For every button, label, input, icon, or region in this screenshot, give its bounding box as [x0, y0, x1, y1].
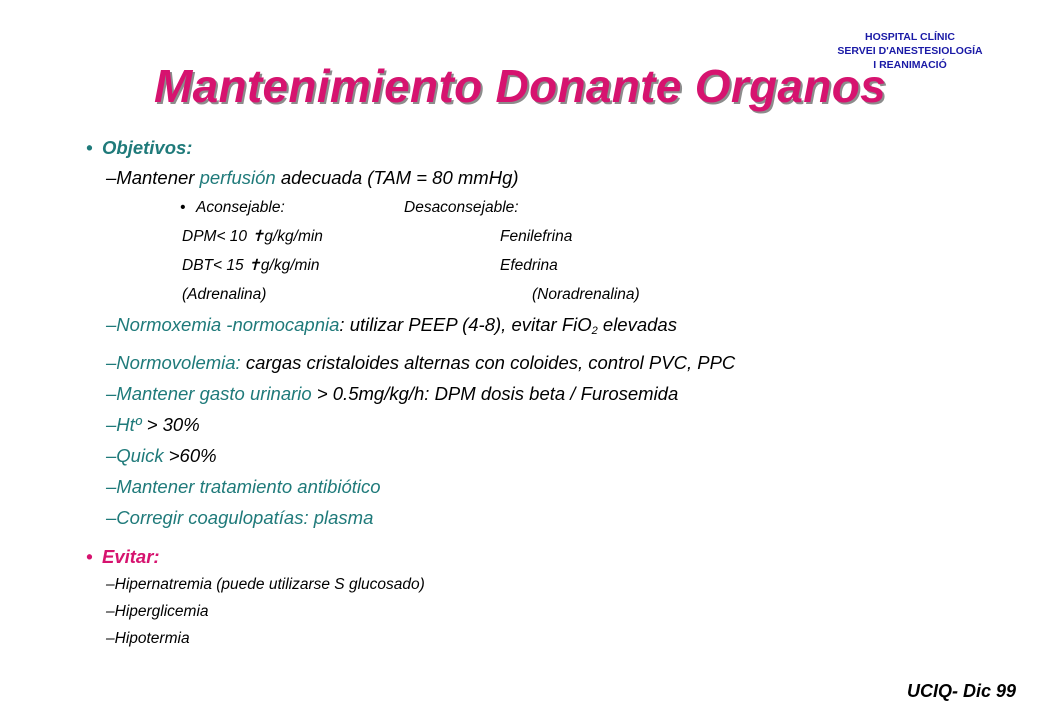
- spacer: [86, 533, 735, 543]
- hospital-name: HOSPITAL CLÍNIC: [864, 31, 956, 43]
- dash: –: [106, 507, 117, 528]
- item-perfusion: [86, 162, 735, 193]
- aconsejable-label: Aconsejable:: [196, 199, 285, 216]
- desaconsejable-label: Desaconsejable:: [404, 199, 519, 216]
- drug-right: (Noradrenalina): [532, 286, 640, 303]
- dash: –: [106, 445, 117, 466]
- bullet-icon: •: [86, 546, 93, 567]
- evitar-heading: [86, 543, 735, 571]
- gasto-highlight: Mantener gasto urinario: [116, 383, 312, 404]
- evitar-item: –Hipotermia: [106, 630, 190, 647]
- hospital-department: SERVEI D'ANESTESIOLOGÍA: [837, 45, 983, 57]
- footer-label: UCIQ- Dic 99: [906, 681, 1016, 701]
- objetivos-heading: [86, 134, 735, 162]
- hto-highlight: Htº: [116, 414, 142, 435]
- drug-header-row: [86, 193, 735, 222]
- item-normovolemia: [86, 347, 735, 378]
- objetivos-label: Objetivos:: [102, 137, 193, 158]
- evitar-item: –Hiperglicemia: [106, 603, 209, 620]
- hto-post: > 30%: [141, 414, 200, 435]
- slide-title: Mantenimiento Donante Organos: [154, 60, 886, 112]
- item-antibiotico: [86, 471, 735, 502]
- normovolemia-highlight: Normovolemia:: [116, 352, 241, 373]
- evitar-label: Evitar:: [102, 546, 160, 567]
- dash: –: [106, 352, 117, 373]
- normoxemia-post: : utilizar PEEP (4-8), evitar FiO: [339, 314, 592, 335]
- drug-left: DBT< 15 ✝g/kg/min: [182, 257, 320, 274]
- fio2-subscript: 2: [591, 325, 598, 337]
- dash: –: [106, 167, 117, 188]
- slide-content: [86, 134, 735, 652]
- drug-left: (Adrenalina): [182, 286, 267, 303]
- normoxemia-highlight: Normoxemia -normocapnia: [116, 314, 340, 335]
- dash: –: [106, 476, 117, 497]
- coagulo-post: plasma: [308, 507, 374, 528]
- dash: –: [106, 383, 117, 404]
- bullet-icon: •: [86, 137, 93, 158]
- normovolemia-post: cargas cristaloides alternas con coloides, control PVC, PPC: [240, 352, 736, 373]
- dash: –: [106, 314, 117, 335]
- hospital-unit: I REANIMACIÓ: [873, 59, 947, 71]
- bullet-icon: •: [180, 199, 186, 216]
- drug-left: DPM< 10 ✝g/kg/min: [182, 228, 323, 245]
- gasto-post: > 0.5mg/kg/h: DPM dosis beta / Furosemida: [311, 383, 679, 404]
- item-normoxemia: [86, 309, 735, 347]
- evitar-item: –Hipernatremia (puede utilizarse S glucosado): [106, 576, 425, 593]
- perfusion-pre: Mantener: [116, 167, 200, 188]
- coagulo-highlight: Corregir coagulopatías:: [116, 507, 309, 528]
- quick-highlight: Quick: [116, 445, 164, 466]
- item-quick: [86, 440, 735, 471]
- drug-right: Efedrina: [500, 257, 558, 274]
- perfusion-post: adecuada (TAM = 80 mmHg): [275, 167, 519, 188]
- perfusion-highlight: perfusión: [199, 167, 276, 188]
- drug-row: [86, 222, 735, 251]
- drug-right: Fenilefrina: [500, 228, 573, 245]
- item-gasto-urinario: [86, 378, 735, 409]
- normoxemia-tail: elevadas: [597, 314, 677, 335]
- quick-post: >60%: [163, 445, 217, 466]
- drug-row: [86, 280, 735, 309]
- antibiotico-highlight: Mantener tratamiento antibiótico: [116, 476, 381, 497]
- dash: –: [106, 414, 117, 435]
- item-hto: [86, 409, 735, 440]
- drug-row: [86, 251, 735, 280]
- item-coagulopatias: [86, 502, 735, 533]
